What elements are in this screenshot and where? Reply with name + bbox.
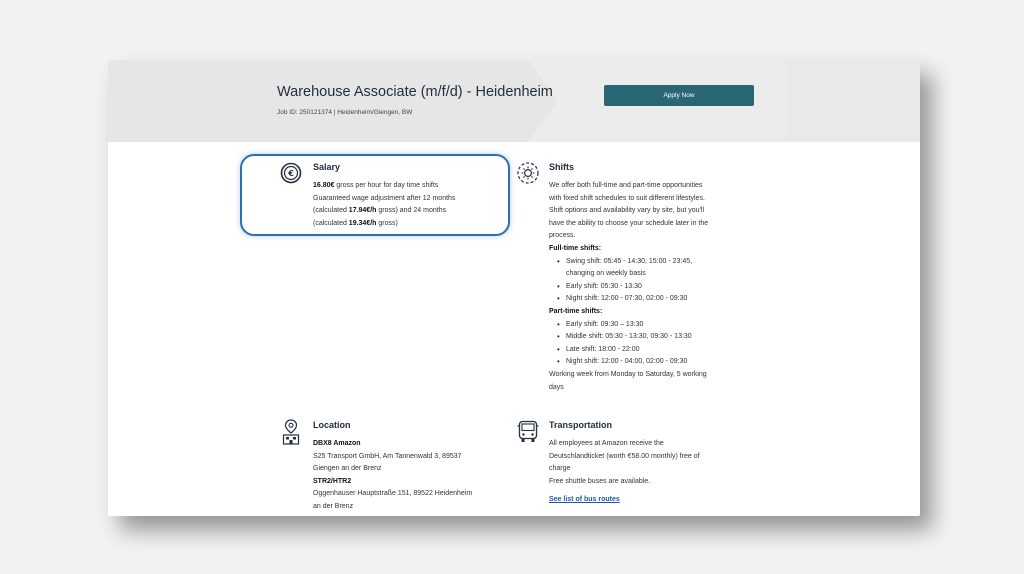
bus-icon (517, 420, 539, 444)
fulltime-list (549, 256, 749, 306)
salary-line-3: (calculated 17.94€/h gross) and 24 months (313, 207, 447, 215)
job-title: Warehouse Associate (m/f/d) - Heidenheim (277, 84, 553, 100)
shifts-outro-line: Working week from Monday to Saturday, 5 working (549, 370, 707, 378)
job-meta: Job ID: 250121374 | Heidenheim/Giengen, BW (277, 109, 413, 116)
job-card (108, 60, 920, 516)
salary-text (313, 180, 503, 230)
salary-line-4: (calculated 19.34€/h gross) (313, 219, 398, 227)
shifts-intro-line: process. (549, 232, 576, 240)
site2-address: an der Brenz (313, 502, 354, 510)
parttime-title: Part-time shifts: (549, 307, 603, 315)
site1-name: DBX8 Amazon (313, 440, 361, 447)
fulltime-title: Full-time shifts: (549, 244, 602, 252)
list-item: • Middle shift: 05:30 - 13:30, 09:30 - 13:30 (566, 331, 749, 344)
apply-now-button[interactable]: Apply Now (604, 85, 754, 106)
site2-address: Oggenhauser Hauptstraße 151, 89522 Heidenheim (313, 490, 473, 498)
shifts-title: Shifts (549, 162, 575, 172)
location-section (313, 420, 513, 514)
transportation-text (549, 438, 749, 507)
transportation-line: All employees at Amazon receive the (549, 440, 664, 447)
transportation-section (549, 420, 749, 507)
transportation-line: charge (549, 465, 571, 473)
salary-line-2: Guaranteed wage adjustment after 12 months (313, 194, 456, 202)
list-item: • Swing shift: 05:45 - 14:30, 15:00 - 23:45, changing on weekly basis (566, 256, 749, 281)
shifts-intro-line: have the ability to choose your schedule later in the (549, 219, 709, 227)
bus-routes-link[interactable]: See list of bus routes (549, 496, 620, 504)
hourly-wage: 16.80€ (313, 182, 335, 189)
list-item: • Early shift: 09:30 – 13:30 (566, 319, 749, 332)
transportation-line: Deutschlandticket (worth €58.00 monthly) free of (549, 452, 700, 460)
parttime-list (549, 319, 749, 369)
header-right-panel (786, 60, 920, 142)
shifts-section (549, 162, 749, 394)
transportation-line: Free shuttle buses are available. (549, 477, 651, 485)
site1-address: Giengen an der Brenz (313, 465, 382, 473)
shifts-intro-line: with fixed shift schedules to suit different lifestyles. (549, 194, 705, 202)
list-item: • Night shift: 12:00 - 07:30, 02:00 - 09:30 (566, 293, 749, 306)
salary-line-1: 16.80€ gross per hour for day time shifts (313, 182, 439, 189)
salary-section (313, 162, 503, 230)
salary-title: Salary (313, 162, 341, 172)
location-text (313, 438, 513, 514)
shifts-intro-line: We offer both full-time and part-time opportunities (549, 182, 703, 189)
shifts-outro-line: days (549, 383, 564, 391)
svg-text:€: € (288, 169, 294, 179)
list-item: • Night shift: 12:00 - 04:00, 02:00 - 09:30 (566, 356, 749, 369)
job-header (108, 60, 920, 142)
site2-name: STR2/HTR2 (313, 477, 352, 485)
sun-clock-icon (516, 161, 540, 185)
list-item: • Early shift: 05:30 - 13:30 (566, 281, 749, 294)
euro-coin-icon (280, 162, 302, 184)
shifts-intro-line: Shift options and availability vary by site, but you'll (549, 207, 705, 215)
site1-address: S25 Transport GmbH, Am Tannenwald 3, 89537 (313, 452, 462, 460)
list-item: • Late shift: 18:00 - 22:00 (566, 344, 749, 357)
transportation-title: Transportation (549, 420, 613, 430)
location-building-icon (282, 419, 300, 445)
location-title: Location (313, 420, 351, 430)
shifts-text (549, 180, 749, 394)
